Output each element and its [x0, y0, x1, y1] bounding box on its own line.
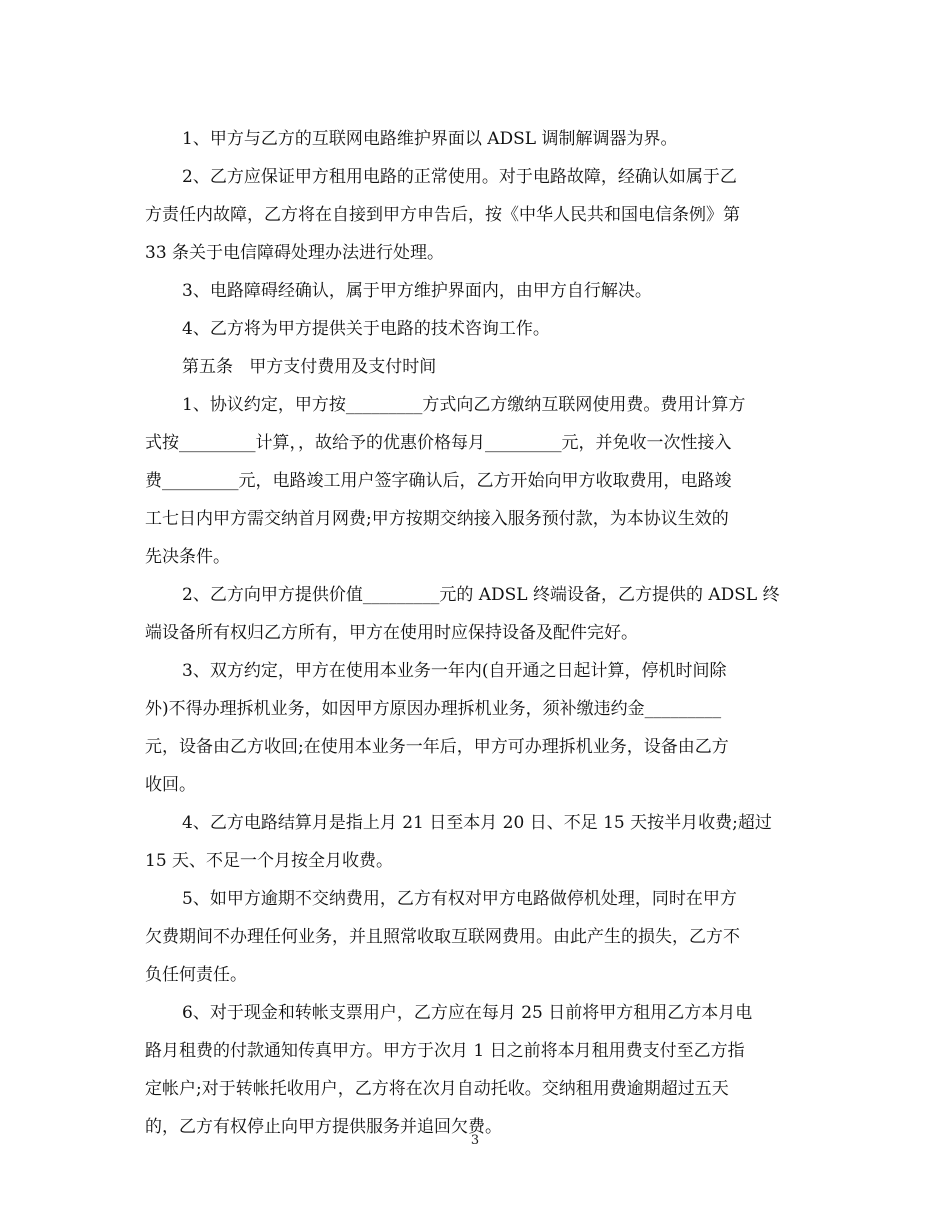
text-line: 式按_________计算，，故给予的优惠价格每月_________元，并免收一次性接入: [145, 433, 732, 453]
text-line: 6、对于现金和转帐支票用户，乙方应在每月 25 日前将甲方租用乙方本月电: [182, 1003, 753, 1023]
text-line: 15 天、不足一个月按全月收费。: [145, 851, 394, 871]
text-line: 负任何责任。: [145, 965, 247, 985]
text-line: 路月租费的付款通知传真甲方。甲方于次月 1 日之前将本月租用费支付至乙方指: [145, 1041, 745, 1061]
text-line: 端设备所有权归乙方所有，甲方在使用时应保持设备及配件完好。: [145, 623, 638, 643]
text-line: 收回。: [145, 775, 196, 795]
text-line: 2、乙方向甲方提供价值_________元的 ADSL 终端设备，乙方提供的 ADSL 终: [182, 585, 780, 605]
text-line: 1、甲方与乙方的互联网电路维护界面以 ADSL 调制解调器为界。: [182, 129, 678, 149]
text-line: 工七日内甲方需交纳首月网费;甲方按期交纳接入服务预付款，为本协议生效的: [145, 509, 729, 529]
text-line: 3、电路障碍经确认，属于甲方维护界面内，由甲方自行解决。: [182, 281, 652, 301]
text-line: 1、协议约定，甲方按_________方式向乙方缴纳互联网使用费。费用计算方: [182, 395, 746, 415]
text-line: 5、如甲方逾期不交纳费用，乙方有权对甲方电路做停机处理，同时在甲方: [182, 889, 737, 909]
text-line: 方责任内故障，乙方将在自接到甲方申告后，按《中华人民共和国电信条例》第: [145, 205, 740, 225]
document-body: [145, 120, 805, 1146]
text-line: 欠费期间不办理任何业务，并且照常收取互联网费用。由此产生的损失，乙方不: [145, 927, 740, 947]
page-number: 3: [470, 1133, 480, 1148]
text-line: 定帐户;对于转帐托收用户，乙方将在次月自动托收。交纳租用费逾期超过五天: [145, 1079, 729, 1099]
text-line: 外)不得办理拆机业务，如因甲方原因办理拆机业务，须补缴违约金_________: [145, 699, 722, 719]
text-line: 费_________元，电路竣工用户签字确认后，乙方开始向甲方收取费用，电路竣: [145, 471, 732, 491]
text-line: 2、乙方应保证甲方租用电路的正常使用。对于电路故障，经确认如属于乙: [182, 167, 737, 187]
text-line: 33 条关于电信障碍处理办法进行处理。: [145, 243, 445, 263]
text-line: 4、乙方电路结算月是指上月 21 日至本月 20 日、不足 15 天按半月收费;超过: [182, 813, 772, 833]
text-line: 先决条件。: [145, 547, 230, 567]
text-line: 3、双方约定，甲方在使用本业务一年内(自开通之日起计算，停机时间除: [182, 661, 727, 681]
text-line: 4、乙方将为甲方提供关于电路的技术咨询工作。: [182, 319, 550, 339]
text-line: 元，设备由乙方收回;在使用本业务一年后，甲方可办理拆机业务，设备由乙方: [145, 737, 729, 757]
text-line: 第五条 甲方支付费用及支付时间: [182, 357, 437, 377]
text-line: 的，乙方有权停止向甲方提供服务并追回欠费。: [145, 1117, 502, 1137]
